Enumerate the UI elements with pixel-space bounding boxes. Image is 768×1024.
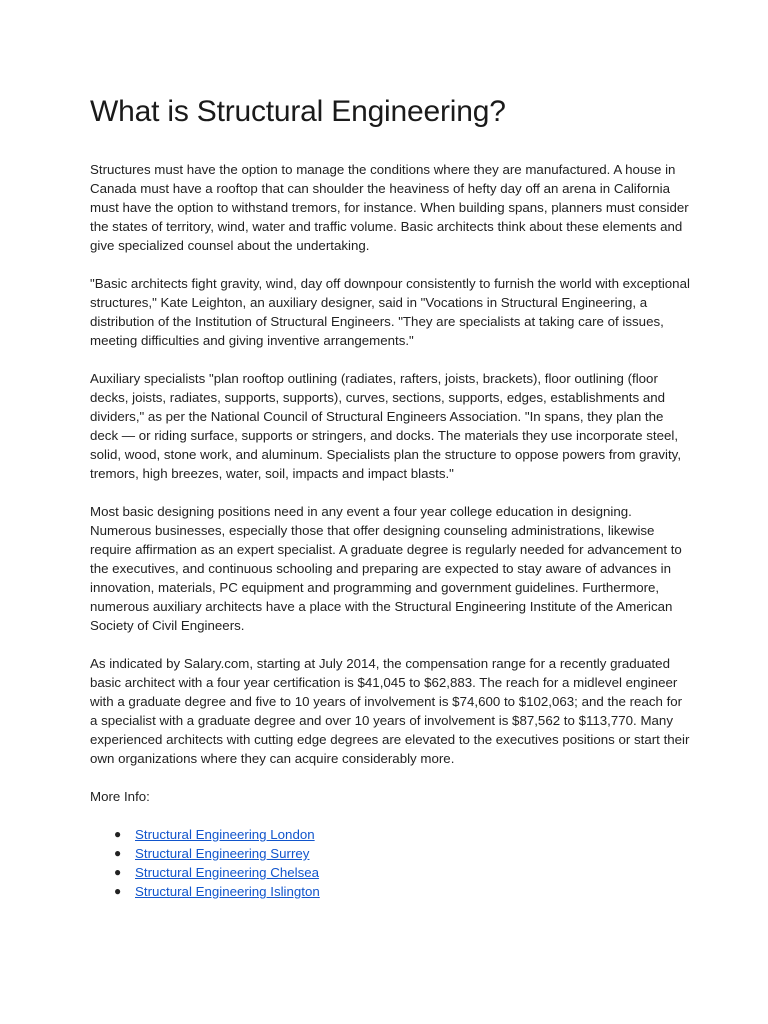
link-structural-engineering-london[interactable]: Structural Engineering London <box>135 827 315 842</box>
bullet-icon: ● <box>114 865 122 879</box>
bullet-icon: ● <box>114 827 122 841</box>
paragraph-education: Most basic designing positions need in any event a four year college education in designing. Numerous businesses, especially those that offer designing counseling administrations, likewise require affirmation as an expert specialist. A graduate degree is regularly needed for advancement to the executives, and continuous schooling and preparing are expected to stay aware of advances in innovation, materials, PC equipment and programming and government guidelines. Furthermore, numerous auxiliary architects have a place with the Structural Engineering Institute of the American Society of Civil Engineers. <box>90 504 682 633</box>
paragraph-duties: Auxiliary specialists "plan rooftop outlining (radiates, rafters, joists, brackets), floor outlining (floor decks, joists, radiates, supports, supports), curves, sections, supports, edges, establishments and dividers," as per the National Council of Structural Engineers Association. "In spans, they plan the deck — or riding surface, supports or stringers, and docks. The materials they use incorporate steel, solid, wood, stone work, and aluminum. Specialists plan the structure to oppose powers from gravity, tremors, high breezes, water, soil, impacts and impact blasts." <box>90 371 682 481</box>
paragraph-quote: "Basic architects fight gravity, wind, day off downpour consistently to furnish the world with exceptional structures," Kate Leighton, an auxiliary designer, said in "Vocations in Structural Engineering, a distribution of the Institution of Structural Engineers. "They are specialists at taking care of issues, meeting difficulties and giving inventive arrangements." <box>90 276 690 348</box>
link-structural-engineering-chelsea[interactable]: Structural Engineering Chelsea <box>135 865 320 880</box>
list-item <box>90 863 690 882</box>
page-title: What is Structural Engineering? <box>90 95 506 128</box>
link-structural-engineering-surrey[interactable]: Structural Engineering Surrey <box>135 846 310 861</box>
bullet-icon: ● <box>114 884 122 898</box>
more-info-label: More Info: <box>90 789 150 804</box>
paragraph-salary: As indicated by Salary.com, starting at July 2014, the compensation range for a recently graduated basic architect with a four year certification is $41,045 to $62,883. The reach for a midlevel engineer with a graduate degree and five to 10 years of involvement is $74,600 to $102,063; and the reach for a specialist with a graduate degree and over 10 years of involvement is $87,562 to $113,770. Many experienced architects with cutting edge degrees are elevated to the executives positions or start their own organizations where they can acquire considerably more. <box>90 656 690 766</box>
list-item <box>90 882 690 901</box>
list-item <box>90 825 690 844</box>
list-item <box>90 844 690 863</box>
paragraph-intro: Structures must have the option to manage the conditions where they are manufactured. A house in Canada must have a rooftop that can shoulder the heaviness of hefty day off an arena in California must have the option to withstand tremors, for instance. When building spans, planners must consider the states of territory, wind, water and traffic volume. Basic architects think about these elements and give specialized counsel about the undertaking. <box>90 162 689 253</box>
links-list <box>90 825 690 901</box>
bullet-icon: ● <box>114 846 122 860</box>
document-body <box>90 92 690 901</box>
link-structural-engineering-islington[interactable]: Structural Engineering Islington <box>135 884 320 899</box>
